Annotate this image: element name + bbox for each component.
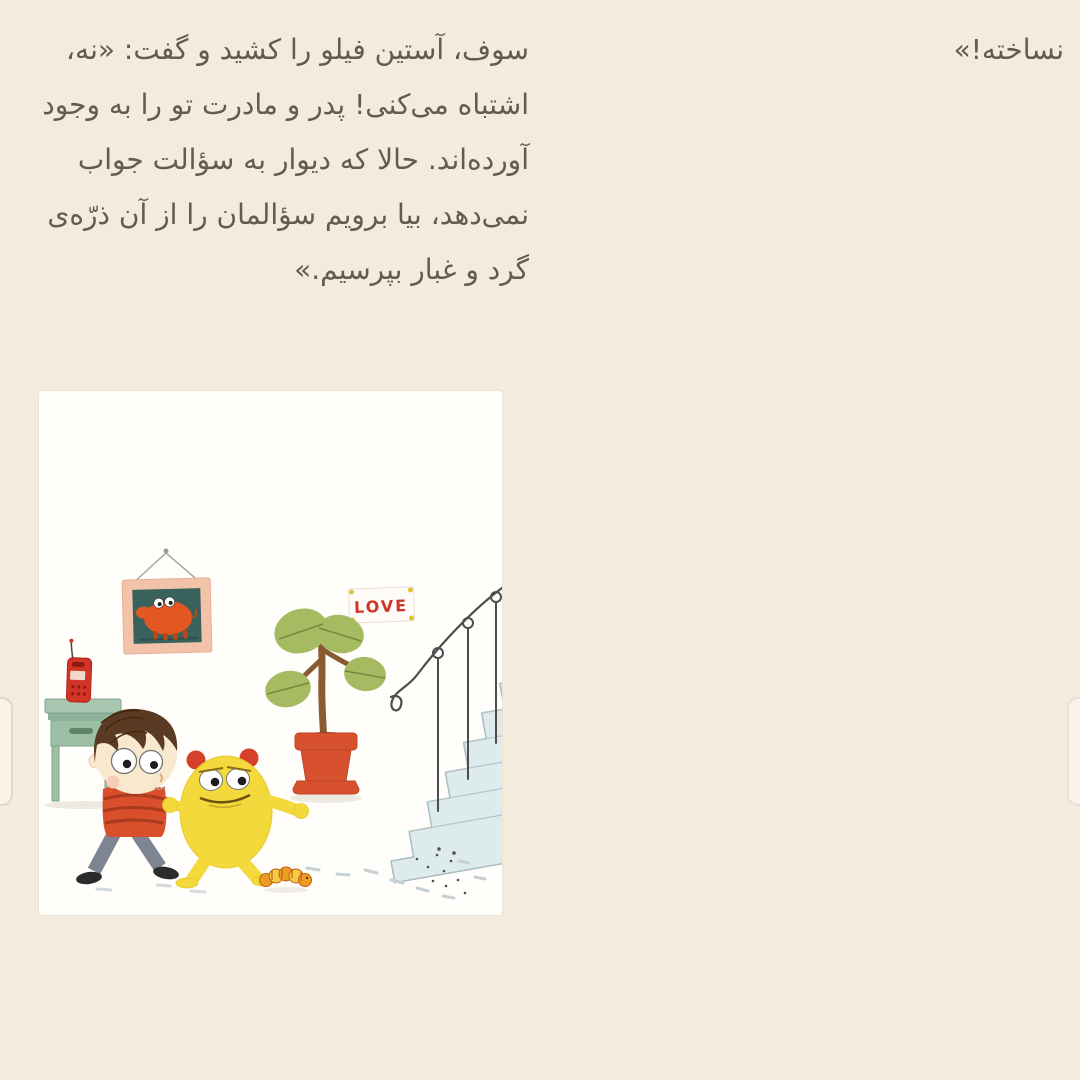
previous-page-peek[interactable] — [0, 697, 13, 806]
story-line: نمی‌دهد، بیا برویم سؤالمان را از آن ذرّه‌ی — [47, 198, 529, 231]
previous-sentence-fragment: نساخته!» — [953, 33, 1064, 66]
telephone — [66, 639, 92, 703]
story-line: اشتباه می‌کنی! پدر و مادرت تو را به وجود — [42, 88, 529, 121]
story-line: سوف، آستین فیلو را کشید و گفت: «نه، — [66, 33, 529, 66]
story-illustration — [38, 390, 503, 916]
story-line: آورده‌اند. حالا که دیوار به سؤالت جواب — [77, 143, 529, 176]
caterpillar-toy — [260, 867, 312, 893]
love-sign — [348, 587, 414, 623]
story-paragraph — [35, 22, 529, 297]
potted-plant — [262, 602, 388, 803]
next-page-peek[interactable] — [1067, 697, 1080, 806]
love-sign-text: LOVE — [353, 596, 409, 617]
picture-frame — [122, 549, 212, 655]
story-line: گرد و غبار بپرسیم.» — [294, 253, 529, 286]
